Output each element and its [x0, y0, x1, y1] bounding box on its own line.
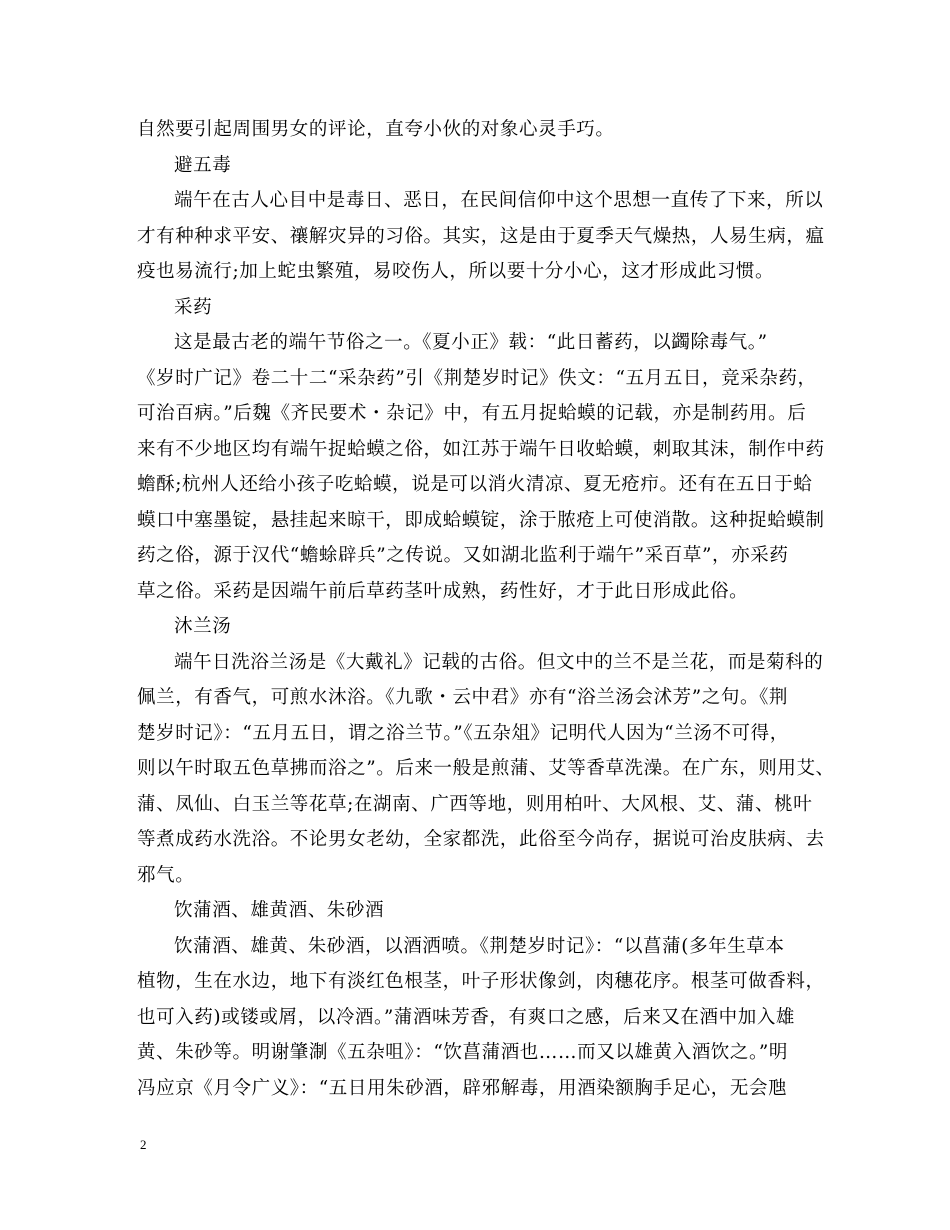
text-line: 蟾酥;杭州人还给小孩子吃蛤蟆，说是可以消火清凉、夏无疮疖。还有在五日于蛤: [137, 474, 813, 495]
text-line: 草之俗。采药是因端午前后草药茎叶成熟，药性好，才于此日形成此俗。: [137, 580, 749, 602]
text-line: 药之俗，源于汉代“蟾蜍辟兵”之传说。又如湖北监利于端午”采百草”，亦采药: [137, 545, 789, 566]
section-heading: 饮蒲酒、雄黄酒、朱砂酒: [174, 900, 385, 921]
text-line: 饮蒲酒、雄黄、朱砂酒，以酒洒喷。《荆楚岁时记》：“以菖蒲(多年生草本: [174, 935, 785, 957]
text-line: 可治百病。”后魏《齐民要术・杂记》中，有五月捉蛤蟆的记载，亦是制药用。后: [137, 403, 807, 424]
text-line: 植物，生在水边，地下有淡红色根茎，叶子形状像剑，肉穗花序。根茎可做香料，: [137, 971, 825, 992]
text-line: 蟆口中塞墨锭，悬挂起来晾干，即成蛤蟆锭，涂于脓疮上可使消散。这种捉蛤蟆制: [137, 509, 825, 531]
text-line: 佩兰，有香气，可煎水沐浴。《九歌・云中君》亦有“浴兰汤会沭芳”之句。《荆: [137, 687, 789, 708]
section-heading: 避五毒: [174, 154, 232, 176]
text-line: 蒲、凤仙、白玉兰等花草;在湖南、广西等地，则用柏叶、大风根、艾、蒲、桃叶: [137, 793, 813, 815]
text-line: 才有种种求平安、禳解灾异的习俗。其实，这是由于夏季天气燥热，人易生病，瘟: [137, 225, 825, 247]
text-line: 也可入药)或镂或屑，以冷酒。”蒲酒味芳香，有爽口之感，后来又在酒中加入雄: [137, 1006, 796, 1028]
section-heading: 沐兰汤: [174, 616, 232, 637]
text-line: 这是最古老的端午节俗之一。《夏小正》载：“此日蓄药，以蠲除毒气。”: [174, 332, 768, 353]
document-body: [137, 112, 835, 1106]
page-number: 2: [140, 1137, 147, 1152]
section-heading: 采药: [174, 296, 213, 318]
text-line: 端午日洗浴兰汤是《大戴礼》记载的古俗。但文中的兰不是兰花，而是菊科的: [174, 651, 824, 673]
text-line: 等煮成药水洗浴。不论男女老幼，全家都洗，此俗至今尚存，据说可治皮肤病、去: [137, 829, 825, 850]
text-line: 自然要引起周围男女的评论，直夸小伙的对象心灵手巧。: [137, 119, 615, 140]
text-line: 黄、朱砂等。明谢肇淛《五杂咀》：“饮菖蒲酒也……而又以雄黄入酒饮之。”明: [137, 1042, 789, 1063]
text-line: 端午在古人心目中是毒日、恶日，在民间信仰中这个思想一直传了下来，所以: [174, 190, 824, 211]
text-line: 《岁时广记》卷二十二“采杂药”引《荆楚岁时记》佚文：“五月五日，竞采杂药，: [137, 367, 817, 389]
text-line: 冯应京《月令广义》：“五日用朱砂酒，辟邪解毒，用酒染额胸手足心，无会虺: [137, 1077, 788, 1099]
text-line: 楚岁时记》：“五月五日，谓之浴兰节。”《五杂俎》记明代人因为“兰汤不可得，: [137, 722, 789, 744]
text-line: 疫也易流行;加上蛇虫繁殖，易咬伤人，所以要十分小心，这才形成此习惯。: [137, 261, 775, 282]
text-line: 来有不少地区均有端午捉蛤蟆之俗，如江苏于端午日收蛤蟆，刺取其沫，制作中药: [137, 438, 825, 460]
text-line: 邪气。: [137, 864, 195, 886]
text-line: 则以午时取五色草拂而浴之”。后来一般是煎蒲、艾等香草洗澡。在广东，则用艾、: [137, 758, 835, 779]
